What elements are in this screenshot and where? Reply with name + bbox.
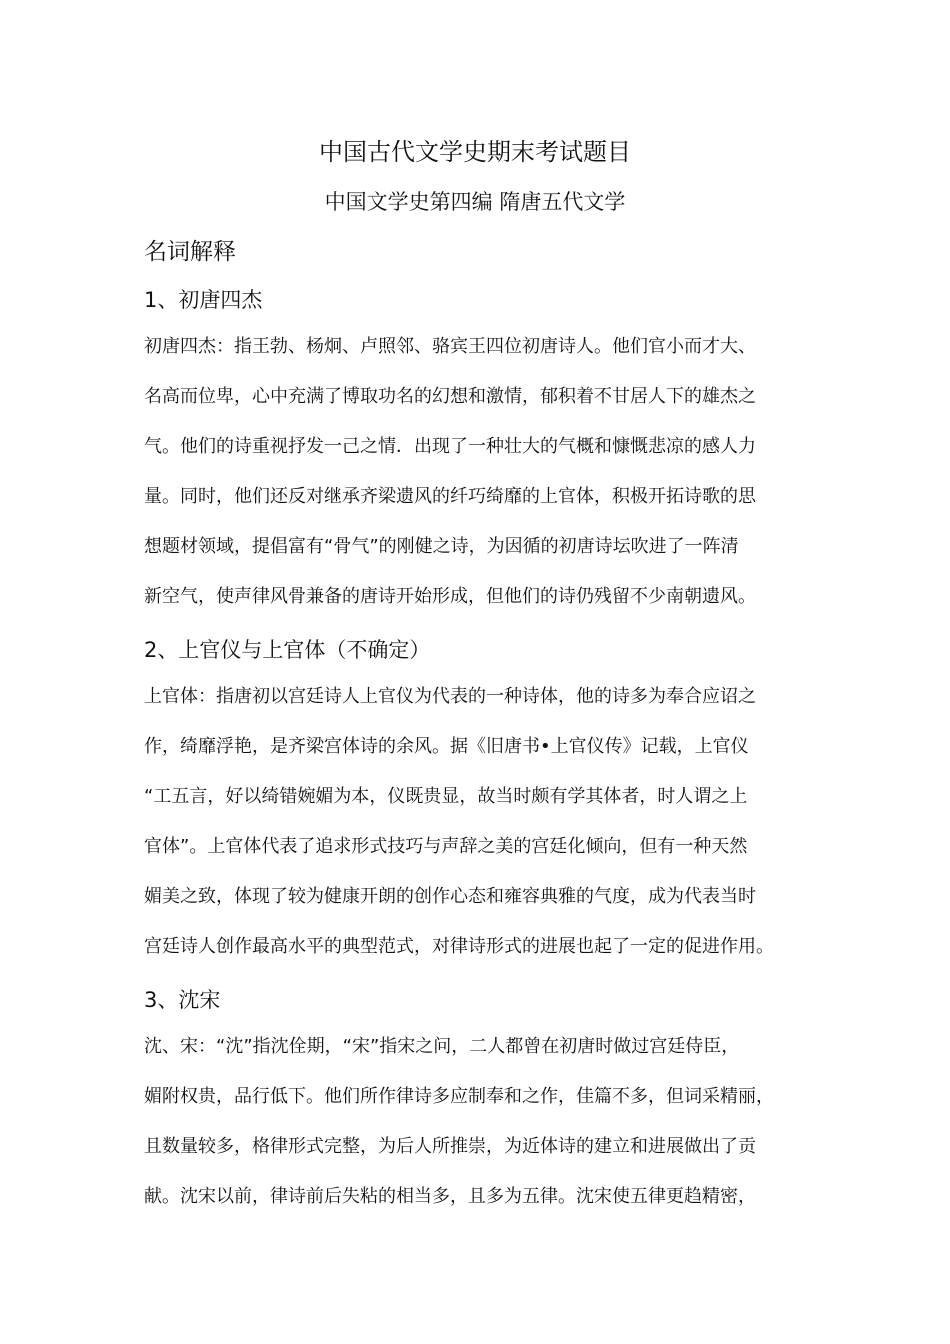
- document-title: 中国古代文学史期末考试题目: [319, 138, 631, 166]
- entry-heading: 3、沈宋: [144, 988, 221, 1012]
- entries-container: [144, 284, 816, 1234]
- entry-text-line: 且数量较多，格律形式完整，为后人所推崇，为近体诗的建立和进展做出了贡: [144, 1136, 756, 1157]
- document-subtitle: 中国文学史第四编 隋唐五代文学: [324, 190, 626, 214]
- entry-text-line: 媚附权贵，品行低下。他们所作律诗多应制奉和之作，佳篇不多，但词采精丽，: [144, 1086, 774, 1107]
- entry-text-line: 媚美之致，体现了较为健康开朗的创作心态和雍容典雅的气度，成为代表当时: [144, 886, 756, 907]
- entry-text-line: 气。他们的诗重视抒发一己之情．出现了一种壮大的气概和慷慨悲凉的感人力: [144, 436, 756, 457]
- section-heading: 名词解释: [144, 239, 236, 265]
- entry-text-line: 作，绮靡浮艳，是齐梁宫体诗的余风。据《旧唐书•上官仪传》记载，上官仪: [144, 736, 749, 757]
- entry-text-line: 名高而位卑，心中充满了博取功名的幻想和激情，郁积着不甘居人下的雄杰之: [144, 386, 756, 407]
- entry-text-line: 想题材领域，提倡富有“骨气”的刚健之诗，为因循的初唐诗坛吹进了一阵清: [144, 536, 739, 557]
- entry-text-line: 献。沈宋以前，律诗前后失粘的相当多，且多为五律。沈宋使五律更趋精密，: [144, 1186, 756, 1207]
- entry-text-line: “工五言，好以绮错婉媚为本，仪既贵显，故当时颇有学其体者，时人谓之上: [144, 786, 748, 807]
- entry-heading: 1、初唐四杰: [144, 288, 263, 312]
- entry-text-line: 量。同时，他们还反对继承齐梁遗风的纤巧绮靡的上官体，积极开拓诗歌的思: [144, 486, 756, 507]
- entry-heading: 2、上官仪与上官体（不确定）: [144, 638, 431, 662]
- entry-text-line: 沈、宋：“沈”指沈佺期，“宋”指宋之问，二人都曾在初唐时做过宫廷侍臣，: [144, 1036, 740, 1057]
- entry-text-line: 宫廷诗人创作最高水平的典型范式，对律诗形式的进展也起了一定的促进作用。: [144, 936, 774, 957]
- entry-text-line: 新空气，使声律风骨兼备的唐诗开始形成，但他们的诗仍残留不少南朝遗风。: [144, 586, 756, 607]
- entry-text-line: 初唐四杰：指王勃、杨炯、卢照邻、骆宾王四位初唐诗人。他们官小而才大、: [144, 336, 756, 357]
- entry-text-line: 上官体：指唐初以宫廷诗人上官仪为代表的一种诗体，他的诗多为奉合应诏之: [144, 686, 756, 707]
- entry-text-line: 官体”。上官体代表了追求形式技巧与声辞之美的宫廷化倾向，但有一种天然: [144, 836, 748, 857]
